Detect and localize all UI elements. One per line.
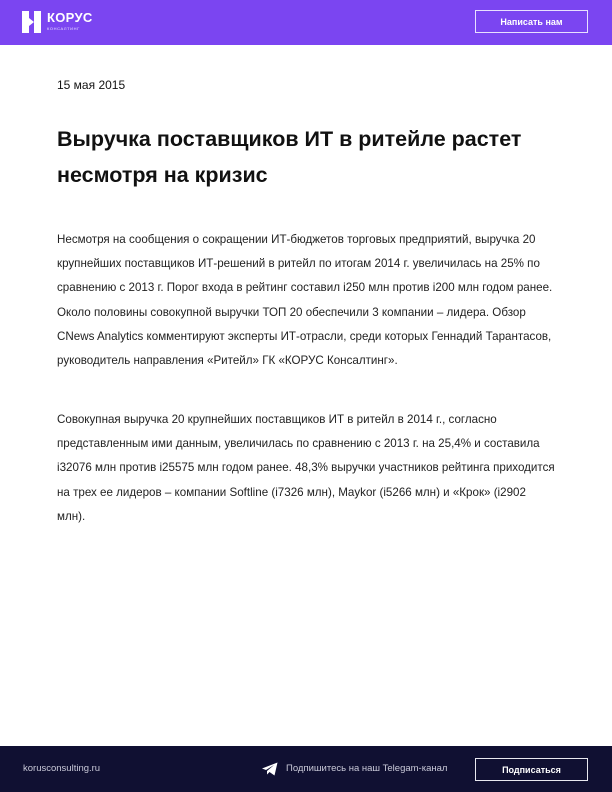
logo-name: КОРУС	[47, 10, 93, 25]
article-paragraph: Несмотря на сообщения о сокращении ИТ-бюджетов торговых предприятий, выручка 20 крупнейших поставщиков ИТ-решений в ритейл по итогам 2014 г. увеличилась на 25% по сравнению с 2013 г. Порог входа в рейтинг составил і250 млн против і200 млн годом ранее. Около половины совокупной выручки ТОП 20 обеспечили 3 компании – лидера. Обзор CNews Analytics комментируют эксперты ИТ-отрасли, среди которых Геннадий Тарантасов, руководитель направления «Ритейл» ГК «КОРУС Консалтинг».	[57, 233, 553, 368]
telegram-icon[interactable]	[262, 762, 278, 776]
article-title: Выручка поставщиков ИТ в ритейле растет несмотря на кризис	[57, 127, 522, 187]
korus-logo-icon	[22, 11, 42, 33]
footer	[0, 746, 612, 792]
logo-subtitle: КОНСАЛТИНГ	[47, 26, 80, 31]
article-paragraph: Совокупная выручка 20 крупнейших поставщиков ИТ в ритейл в 2014 г., согласно представленным ими данным, увеличилась по сравнению с 2013 г. на 25,4% и составила і32076 млн против і25575 млн годом ранее. 48,3% выручки участников рейтинга приходится на трех ее лидеров – компании Softline (і7326 млн), Maykor (і5266 млн) и «Крок» (і2902 млн).	[57, 413, 555, 523]
korus-logo[interactable]	[22, 11, 93, 33]
site-link[interactable]: korusconsulting.ru	[23, 763, 101, 774]
top-header	[0, 0, 612, 45]
telegram-subscribe-text[interactable]: Подпишитесь на наш Telegam-канал	[286, 763, 448, 774]
article-date: 15 мая 2015	[57, 78, 126, 92]
write-to-us-button[interactable]: Написать нам	[475, 10, 588, 33]
subscribe-button[interactable]: Подписаться	[475, 758, 588, 781]
